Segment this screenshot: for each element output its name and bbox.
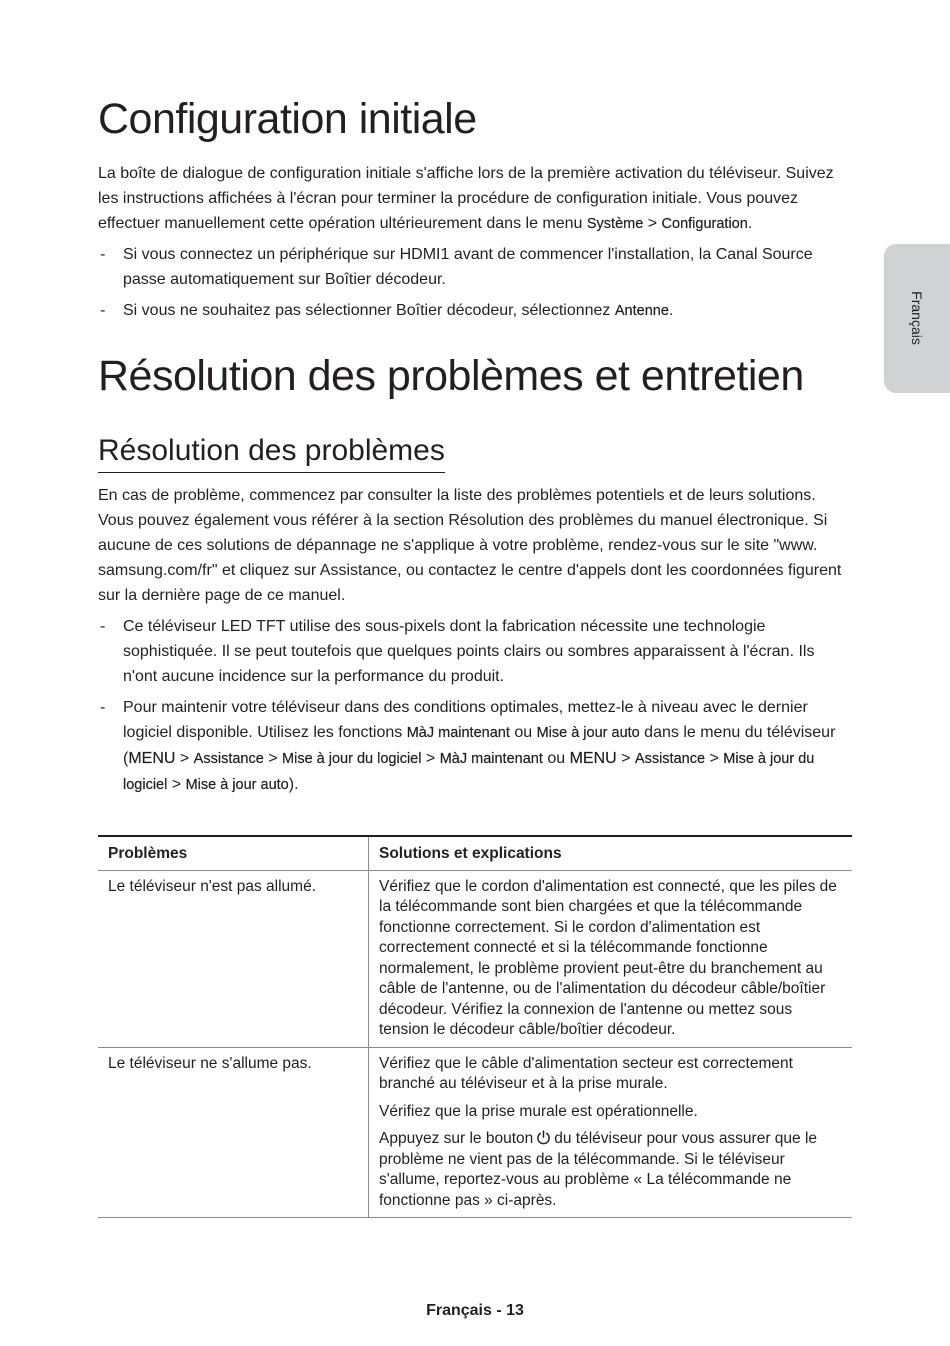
list-item: - Ce téléviseur LED TFT utilise des sous-pixels dont la fabrication nécessite une technologie sophistiquée. Il se peut toutefois que quelques points clairs ou sombres apparaissent à l'écran. Ils n'ont aucune incidence sur la performance du produit. [100, 618, 815, 685]
column-header-solutions: Solutions et explications [369, 836, 853, 870]
language-side-tab [884, 244, 950, 393]
section-title-configuration: Configuration initiale [98, 95, 477, 143]
list-item: - Si vous ne souhaitez pas sélectionner Boîtier décodeur, sélectionnez Antenne. [100, 302, 674, 319]
menu-antenne: Antenne [614, 303, 669, 319]
subsection-title: Résolution des problèmes [98, 434, 445, 473]
table-row [98, 870, 852, 1047]
menu-systeme: Système [586, 216, 644, 232]
menu-configuration: Configuration [661, 216, 748, 232]
power-icon [536, 1130, 551, 1145]
troubleshooting-table [98, 835, 852, 1218]
table-row [98, 1047, 852, 1218]
section-title-troubleshooting: Résolution des problèmes et entretien [98, 352, 804, 400]
configuration-intro: La boîte de dialogue de configuration initiale s'affiche lors de la première activation du téléviseur. Suivez les instructions affichées à l'écran pour terminer la procédure de configuration initiale. Vous pouvez effectuer manuellement cette opération ultérieurement dans le menu Système > Configuration. [98, 165, 834, 232]
page-footer: Français - 13 [426, 1302, 524, 1319]
configuration-notes [98, 242, 852, 330]
problem-cell: Le téléviseur ne s'allume pas. [98, 1047, 369, 1218]
solution-cell: Vérifiez que le câble d'alimentation secteur est correctement branché au téléviseur et à la prise murale. Vérifiez que la prise murale est opérationnelle. Appuyez sur le bouton du téléviseur pour vous assurer que le problème ne vient pas de la télécommande. Si le téléviseur s'allume, reportez-vous au problème « La télécommande ne fonctionne pas » ci-après. [369, 1047, 853, 1218]
table-header-row [98, 836, 852, 870]
column-header-problems: Problèmes [98, 836, 369, 870]
problem-cell: Le téléviseur n'est pas allumé. [98, 870, 369, 1047]
troubleshooting-intro: En cas de problème, commencez par consulter la liste des problèmes potentiels et de leurs solutions. Vous pouvez également vous référer à la section Résolution des problèmes du manuel électronique. Si aucune de ces solutions de dépannage ne s'applique à votre problème, rendez-vous sur le site "www. samsung.com/fr" et cliquez sur Assistance, ou contactez le centre d'appels dont les coordonnées figurent sur la dernière page de ce manuel. [98, 487, 842, 604]
list-item: - Si vous connectez un périphérique sur HDMI1 avant de commencer l'installation, la Canal Source passe automatiquement sur Boîtier décodeur. [100, 246, 813, 288]
side-tab-label: Français [909, 291, 925, 345]
troubleshooting-notes [98, 614, 852, 804]
solution-cell: Vérifiez que le cordon d'alimentation est connecté, que les piles de la télécommande sont bien chargées et que la télécommande fonctionne correctement. Si le cordon d'alimentation est correctement connecté et si la télécommande fonctionne normalement, le problème provient peut-être du branchement au câble de l'antenne, ou de l'alimentation du décodeur câble/boîtier décodeur. Vérifiez la connexion de l'antenne ou mettez sous tension le décodeur câble/boîtier décodeur. [369, 870, 853, 1047]
list-item: - Pour maintenir votre téléviseur dans des conditions optimales, mettez-le à niveau avec le dernier logiciel disponible. Utilisez les fonctions MàJ maintenant ou Mise à jour auto dans le menu du téléviseur (MENU > Assistance > Mise à jour du logiciel > MàJ maintenant ou MENU > Assistance > Mise à jour du logiciel > Mise à jour auto). [100, 699, 836, 793]
